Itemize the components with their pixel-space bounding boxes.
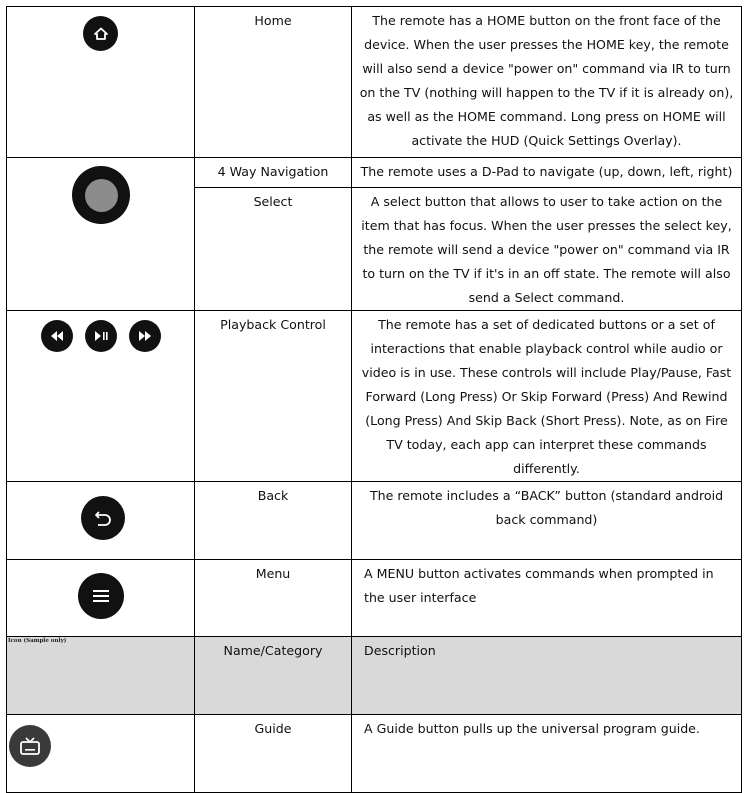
row-description: The remote uses a D-Pad to navigate (up, down, left, right): [352, 158, 742, 188]
row-description: Description: [352, 637, 742, 715]
table-row: [7, 158, 742, 188]
row-description: The remote has a set of dedicated buttons or a set of interactions that enable playback control while audio or video is in use. These controls will include Play/Pause, Fast Forward (Long Press) Or Skip Forward (Press) And Rewind (Long Press) And Skip Back (Short Press). Note, as on Fire TV today, each app can interpret these commands differently.: [352, 311, 742, 482]
row-name: Home: [195, 7, 352, 158]
row-name: Name/Category: [195, 637, 352, 715]
guide-tv-icon: [9, 725, 51, 767]
row-description: A MENU button activates commands when prompted in the user interface: [352, 560, 742, 637]
menu-icon: [78, 573, 124, 619]
row-description: A select button that allows to user to take action on the item that has focus. When the user presses the select key, the remote will send a device "power on" command via IR to turn on the TV if it's in an off state. The remote will also send a Select command.: [352, 188, 742, 311]
row-name: Select: [195, 188, 352, 311]
row-description: The remote has a HOME button on the front face of the device. When the user presses the HOME key, the remote will also send a device "power on" command via IR to turn on the TV (nothing will happen to the TV if it is already on), as well as the HOME command. Long press on HOME will activate the HUD (Quick Settings Overlay).: [352, 7, 742, 158]
remote-buttons-table: [6, 6, 742, 793]
dpad-select-icon: [72, 166, 130, 224]
row-name: Back: [195, 482, 352, 560]
rewind-icon: [41, 320, 73, 352]
table-row: [7, 560, 742, 637]
table-row-header-sample: [7, 637, 742, 715]
play-pause-icon: [85, 320, 117, 352]
table-row: [7, 7, 742, 158]
icon-sample-label: Icon (Sample only): [8, 638, 67, 644]
table-row: [7, 311, 742, 482]
back-icon: [81, 496, 125, 540]
table-row: [7, 482, 742, 560]
fast-forward-icon: [129, 320, 161, 352]
row-description: The remote includes a “BACK” button (standard android back command): [352, 482, 742, 560]
row-name: Guide: [195, 715, 352, 793]
home-icon: [83, 16, 118, 51]
row-name: 4 Way Navigation: [195, 158, 352, 188]
select-center: [85, 179, 118, 212]
row-name: Playback Control: [195, 311, 352, 482]
row-name: Menu: [195, 560, 352, 637]
row-description: A Guide button pulls up the universal program guide.: [352, 715, 742, 793]
